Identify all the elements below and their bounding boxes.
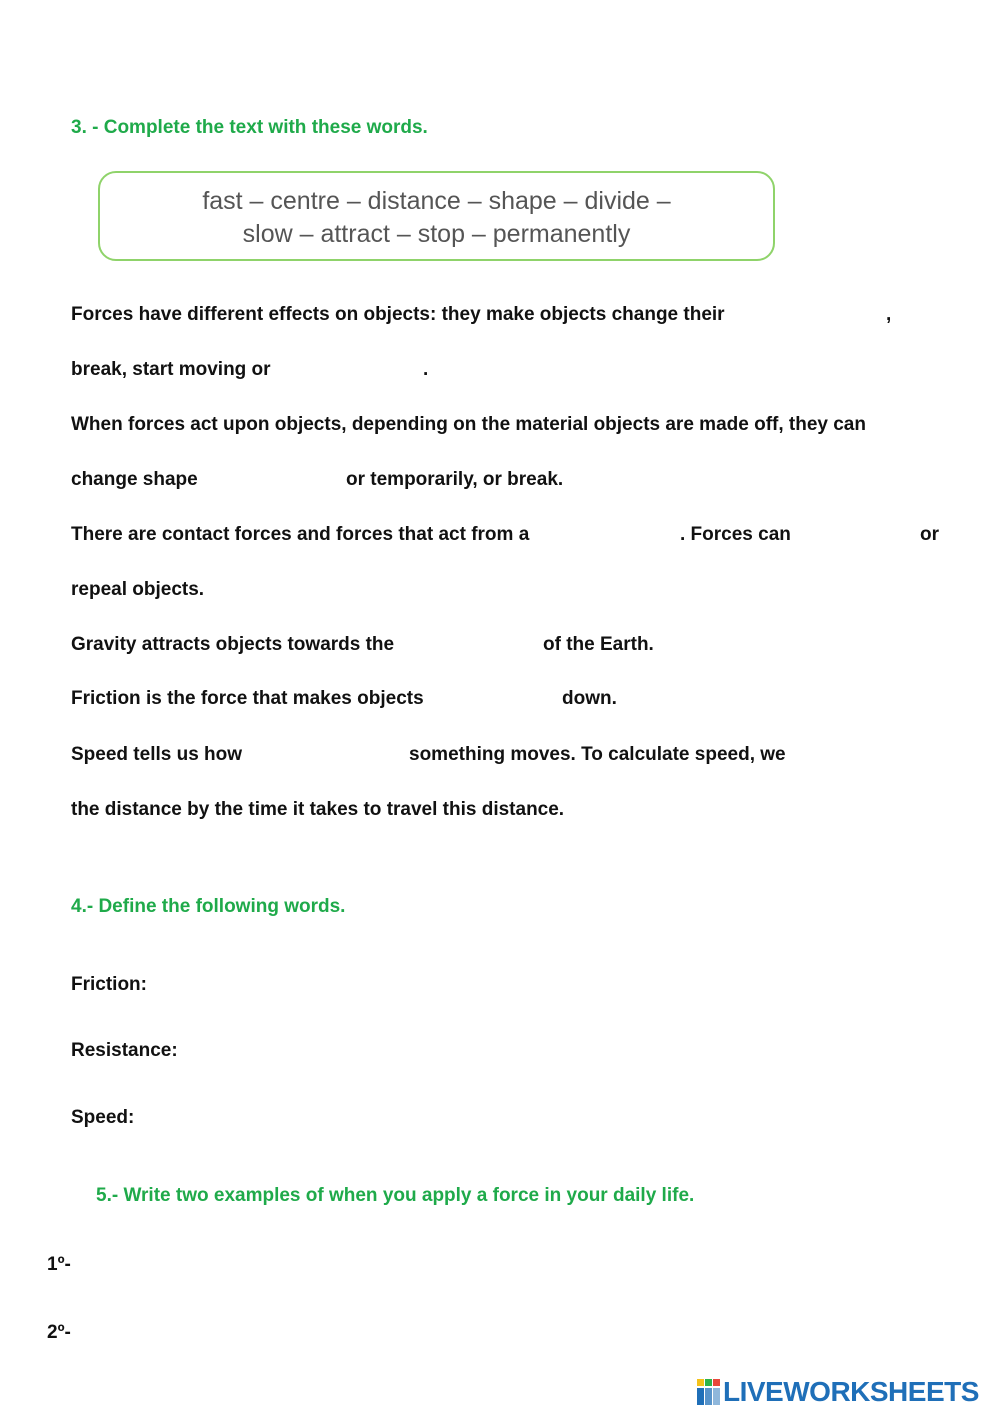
- text-line-2b: .: [423, 359, 429, 380]
- text-line-2a: break, start moving or: [71, 359, 271, 380]
- text-line-4a: change shape: [71, 469, 198, 490]
- text-line-4b: or temporarily, or break.: [346, 469, 564, 490]
- word-bank-box: [98, 171, 775, 261]
- section4-title: 4.- Define the following words.: [71, 896, 346, 917]
- text-line-3: When forces act upon objects, depending on the material objects are made off, they can: [71, 414, 866, 435]
- text-line-7b: of the Earth.: [543, 634, 654, 655]
- term-friction: Friction:: [71, 974, 147, 995]
- section5-title: 5.- Write two examples of when you apply a force in your daily life.: [96, 1185, 695, 1206]
- example-2-label: 2º-: [47, 1322, 71, 1343]
- liveworksheets-logo-text: LIVEWORKSHEETS: [723, 1376, 979, 1407]
- text-line-1b: ,: [886, 304, 892, 325]
- text-line-1a: Forces have different effects on objects: they make objects change their: [71, 304, 725, 325]
- text-line-5b: . Forces can: [680, 524, 791, 545]
- text-line-9b: something moves. To calculate speed, we: [409, 744, 786, 765]
- text-line-5c: or: [920, 524, 939, 545]
- text-line-8b: down.: [562, 688, 617, 709]
- text-line-10: the distance by the time it takes to travel this distance.: [71, 799, 565, 820]
- text-line-5a: There are contact forces and forces that act from a: [71, 524, 530, 545]
- text-line-9a: Speed tells us how: [71, 744, 243, 765]
- text-line-6: repeal objects.: [71, 579, 205, 600]
- liveworksheets-logo-icon: [697, 1379, 721, 1405]
- term-resistance: Resistance:: [71, 1040, 178, 1061]
- example-1-label: 1º-: [47, 1254, 71, 1275]
- section3-title: 3. - Complete the text with these words.: [71, 117, 428, 138]
- word-bank-line-1: fast – centre – distance – shape – divide –: [202, 187, 671, 215]
- text-line-7a: Gravity attracts objects towards the: [71, 634, 395, 655]
- word-bank-line-2: slow – attract – stop – permanently: [242, 220, 631, 248]
- term-speed: Speed:: [71, 1107, 135, 1128]
- text-line-8a: Friction is the force that makes objects: [71, 688, 424, 709]
- liveworksheets-logo: [697, 1377, 979, 1407]
